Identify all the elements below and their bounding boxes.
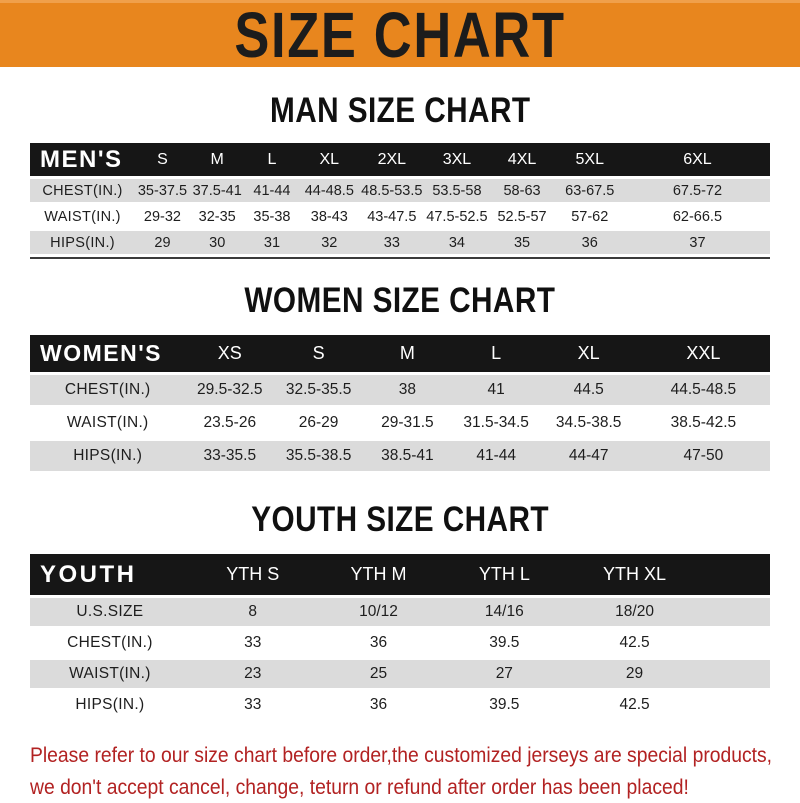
row-label: U.S.SIZE (30, 598, 190, 626)
column-header: S (135, 143, 190, 176)
row-label: CHEST(IN.) (30, 629, 190, 657)
table-wrap-women (30, 332, 770, 474)
section-heading-youth (0, 502, 800, 537)
footer-line-2: we don't accept cancel, change, teturn or refund after order has been placed! (30, 772, 711, 803)
table-head (30, 554, 770, 595)
size-cell: 39.5 (441, 691, 567, 719)
table-row (30, 598, 770, 626)
size-cell: 23.5-26 (185, 408, 274, 438)
table-header-row (30, 554, 770, 595)
size-cell: 39.5 (441, 629, 567, 657)
table-row (30, 441, 770, 471)
table-header-row (30, 335, 770, 372)
size-cell: 41-44 (452, 441, 541, 471)
size-cell: 63-67.5 (555, 179, 625, 202)
table-row (30, 691, 770, 719)
size-cell: 38.5-42.5 (637, 408, 770, 438)
table-row (30, 231, 770, 254)
row-label: CHEST(IN.) (30, 179, 135, 202)
size-cell: 38 (363, 375, 452, 405)
column-header: 2XL (359, 143, 424, 176)
size-cell: 67.5-72 (625, 179, 770, 202)
column-header: 4XL (489, 143, 554, 176)
column-header: M (190, 143, 245, 176)
size-cell: 58-63 (489, 179, 554, 202)
size-cell: 35-38 (245, 205, 300, 228)
table-row (30, 205, 770, 228)
row-label: WAIST(IN.) (30, 660, 190, 688)
spacer-cell (702, 598, 770, 626)
spacer-cell (702, 629, 770, 657)
size-cell: 36 (316, 629, 442, 657)
table-head (30, 335, 770, 372)
size-cell: 31.5-34.5 (452, 408, 541, 438)
table-body (30, 375, 770, 471)
size-cell: 14/16 (441, 598, 567, 626)
size-cell: 48.5-53.5 (359, 179, 424, 202)
size-table-women (30, 332, 770, 474)
size-cell: 30 (190, 231, 245, 254)
size-cell: 43-47.5 (359, 205, 424, 228)
size-cell: 26-29 (274, 408, 363, 438)
size-cell: 33 (359, 231, 424, 254)
row-label: WAIST(IN.) (30, 205, 135, 228)
row-label: CHEST(IN.) (30, 375, 185, 405)
column-header: 3XL (424, 143, 489, 176)
footer-note (30, 740, 770, 803)
size-cell: 32 (299, 231, 359, 254)
column-header: XS (185, 335, 274, 372)
size-cell: 41 (452, 375, 541, 405)
size-cell: 25 (316, 660, 442, 688)
section-youth (0, 502, 800, 722)
size-cell: 29-32 (135, 205, 190, 228)
table-wrap-men (30, 140, 770, 259)
size-cell: 37.5-41 (190, 179, 245, 202)
section-heading-women (0, 283, 800, 318)
column-header: YTH L (441, 554, 567, 595)
section-heading-men (0, 93, 800, 128)
size-cell: 29 (567, 660, 702, 688)
size-table-youth (30, 551, 770, 722)
spacer-cell (702, 691, 770, 719)
row-label: HIPS(IN.) (30, 231, 135, 254)
column-header: YTH S (190, 554, 316, 595)
size-cell: 44.5 (541, 375, 637, 405)
spacer-cell (702, 660, 770, 688)
table-header-label: YOUTH (30, 554, 190, 595)
table-row (30, 408, 770, 438)
size-cell: 38.5-41 (363, 441, 452, 471)
section-heading-text: MAN SIZE CHART (270, 93, 530, 128)
size-cell: 33-35.5 (185, 441, 274, 471)
size-cell: 42.5 (567, 629, 702, 657)
column-header: M (363, 335, 452, 372)
column-header: YTH M (316, 554, 442, 595)
size-cell: 27 (441, 660, 567, 688)
column-header: XXL (637, 335, 770, 372)
row-label: HIPS(IN.) (30, 441, 185, 471)
column-header: 6XL (625, 143, 770, 176)
column-header: S (274, 335, 363, 372)
size-cell: 34 (424, 231, 489, 254)
table-row (30, 629, 770, 657)
size-cell: 57-62 (555, 205, 625, 228)
size-cell: 32-35 (190, 205, 245, 228)
row-label: WAIST(IN.) (30, 408, 185, 438)
section-heading-text: WOMEN SIZE CHART (245, 283, 556, 318)
column-header: 5XL (555, 143, 625, 176)
row-label: HIPS(IN.) (30, 691, 190, 719)
table-row (30, 660, 770, 688)
size-cell: 42.5 (567, 691, 702, 719)
section-women (0, 283, 800, 474)
size-cell: 32.5-35.5 (274, 375, 363, 405)
size-cell: 44-47 (541, 441, 637, 471)
size-cell: 10/12 (316, 598, 442, 626)
size-cell: 33 (190, 691, 316, 719)
size-cell: 35 (489, 231, 554, 254)
table-header-label: WOMEN'S (30, 335, 185, 372)
size-cell: 29.5-32.5 (185, 375, 274, 405)
size-cell: 36 (316, 691, 442, 719)
footer-line-1: Please refer to our size chart before order,the customized jerseys are special products, (30, 740, 711, 772)
size-cell: 18/20 (567, 598, 702, 626)
table-body (30, 598, 770, 719)
table-head (30, 143, 770, 176)
size-cell: 47-50 (637, 441, 770, 471)
size-cell: 29 (135, 231, 190, 254)
table-header-label: MEN'S (30, 143, 135, 176)
size-cell: 35.5-38.5 (274, 441, 363, 471)
section-heading-text: YOUTH SIZE CHART (251, 502, 549, 537)
size-table-men (30, 140, 770, 257)
size-cell: 33 (190, 629, 316, 657)
table-wrap-youth (30, 551, 770, 722)
size-cell: 44-48.5 (299, 179, 359, 202)
sections-container (0, 93, 800, 722)
column-header: XL (541, 335, 637, 372)
table-row (30, 375, 770, 405)
size-cell: 41-44 (245, 179, 300, 202)
size-cell: 31 (245, 231, 300, 254)
spacer-cell (702, 554, 770, 595)
table-header-row (30, 143, 770, 176)
column-header: L (245, 143, 300, 176)
size-cell: 35-37.5 (135, 179, 190, 202)
column-header: L (452, 335, 541, 372)
size-cell: 47.5-52.5 (424, 205, 489, 228)
column-header: YTH XL (567, 554, 702, 595)
size-cell: 34.5-38.5 (541, 408, 637, 438)
banner-title: SIZE CHART (234, 3, 565, 67)
section-men (0, 93, 800, 259)
size-cell: 36 (555, 231, 625, 254)
size-cell: 44.5-48.5 (637, 375, 770, 405)
size-cell: 8 (190, 598, 316, 626)
column-header: XL (299, 143, 359, 176)
table-body (30, 179, 770, 254)
size-cell: 38-43 (299, 205, 359, 228)
size-cell: 37 (625, 231, 770, 254)
size-cell: 62-66.5 (625, 205, 770, 228)
size-cell: 29-31.5 (363, 408, 452, 438)
table-row (30, 179, 770, 202)
size-cell: 23 (190, 660, 316, 688)
size-cell: 53.5-58 (424, 179, 489, 202)
banner (0, 0, 800, 67)
size-cell: 52.5-57 (489, 205, 554, 228)
